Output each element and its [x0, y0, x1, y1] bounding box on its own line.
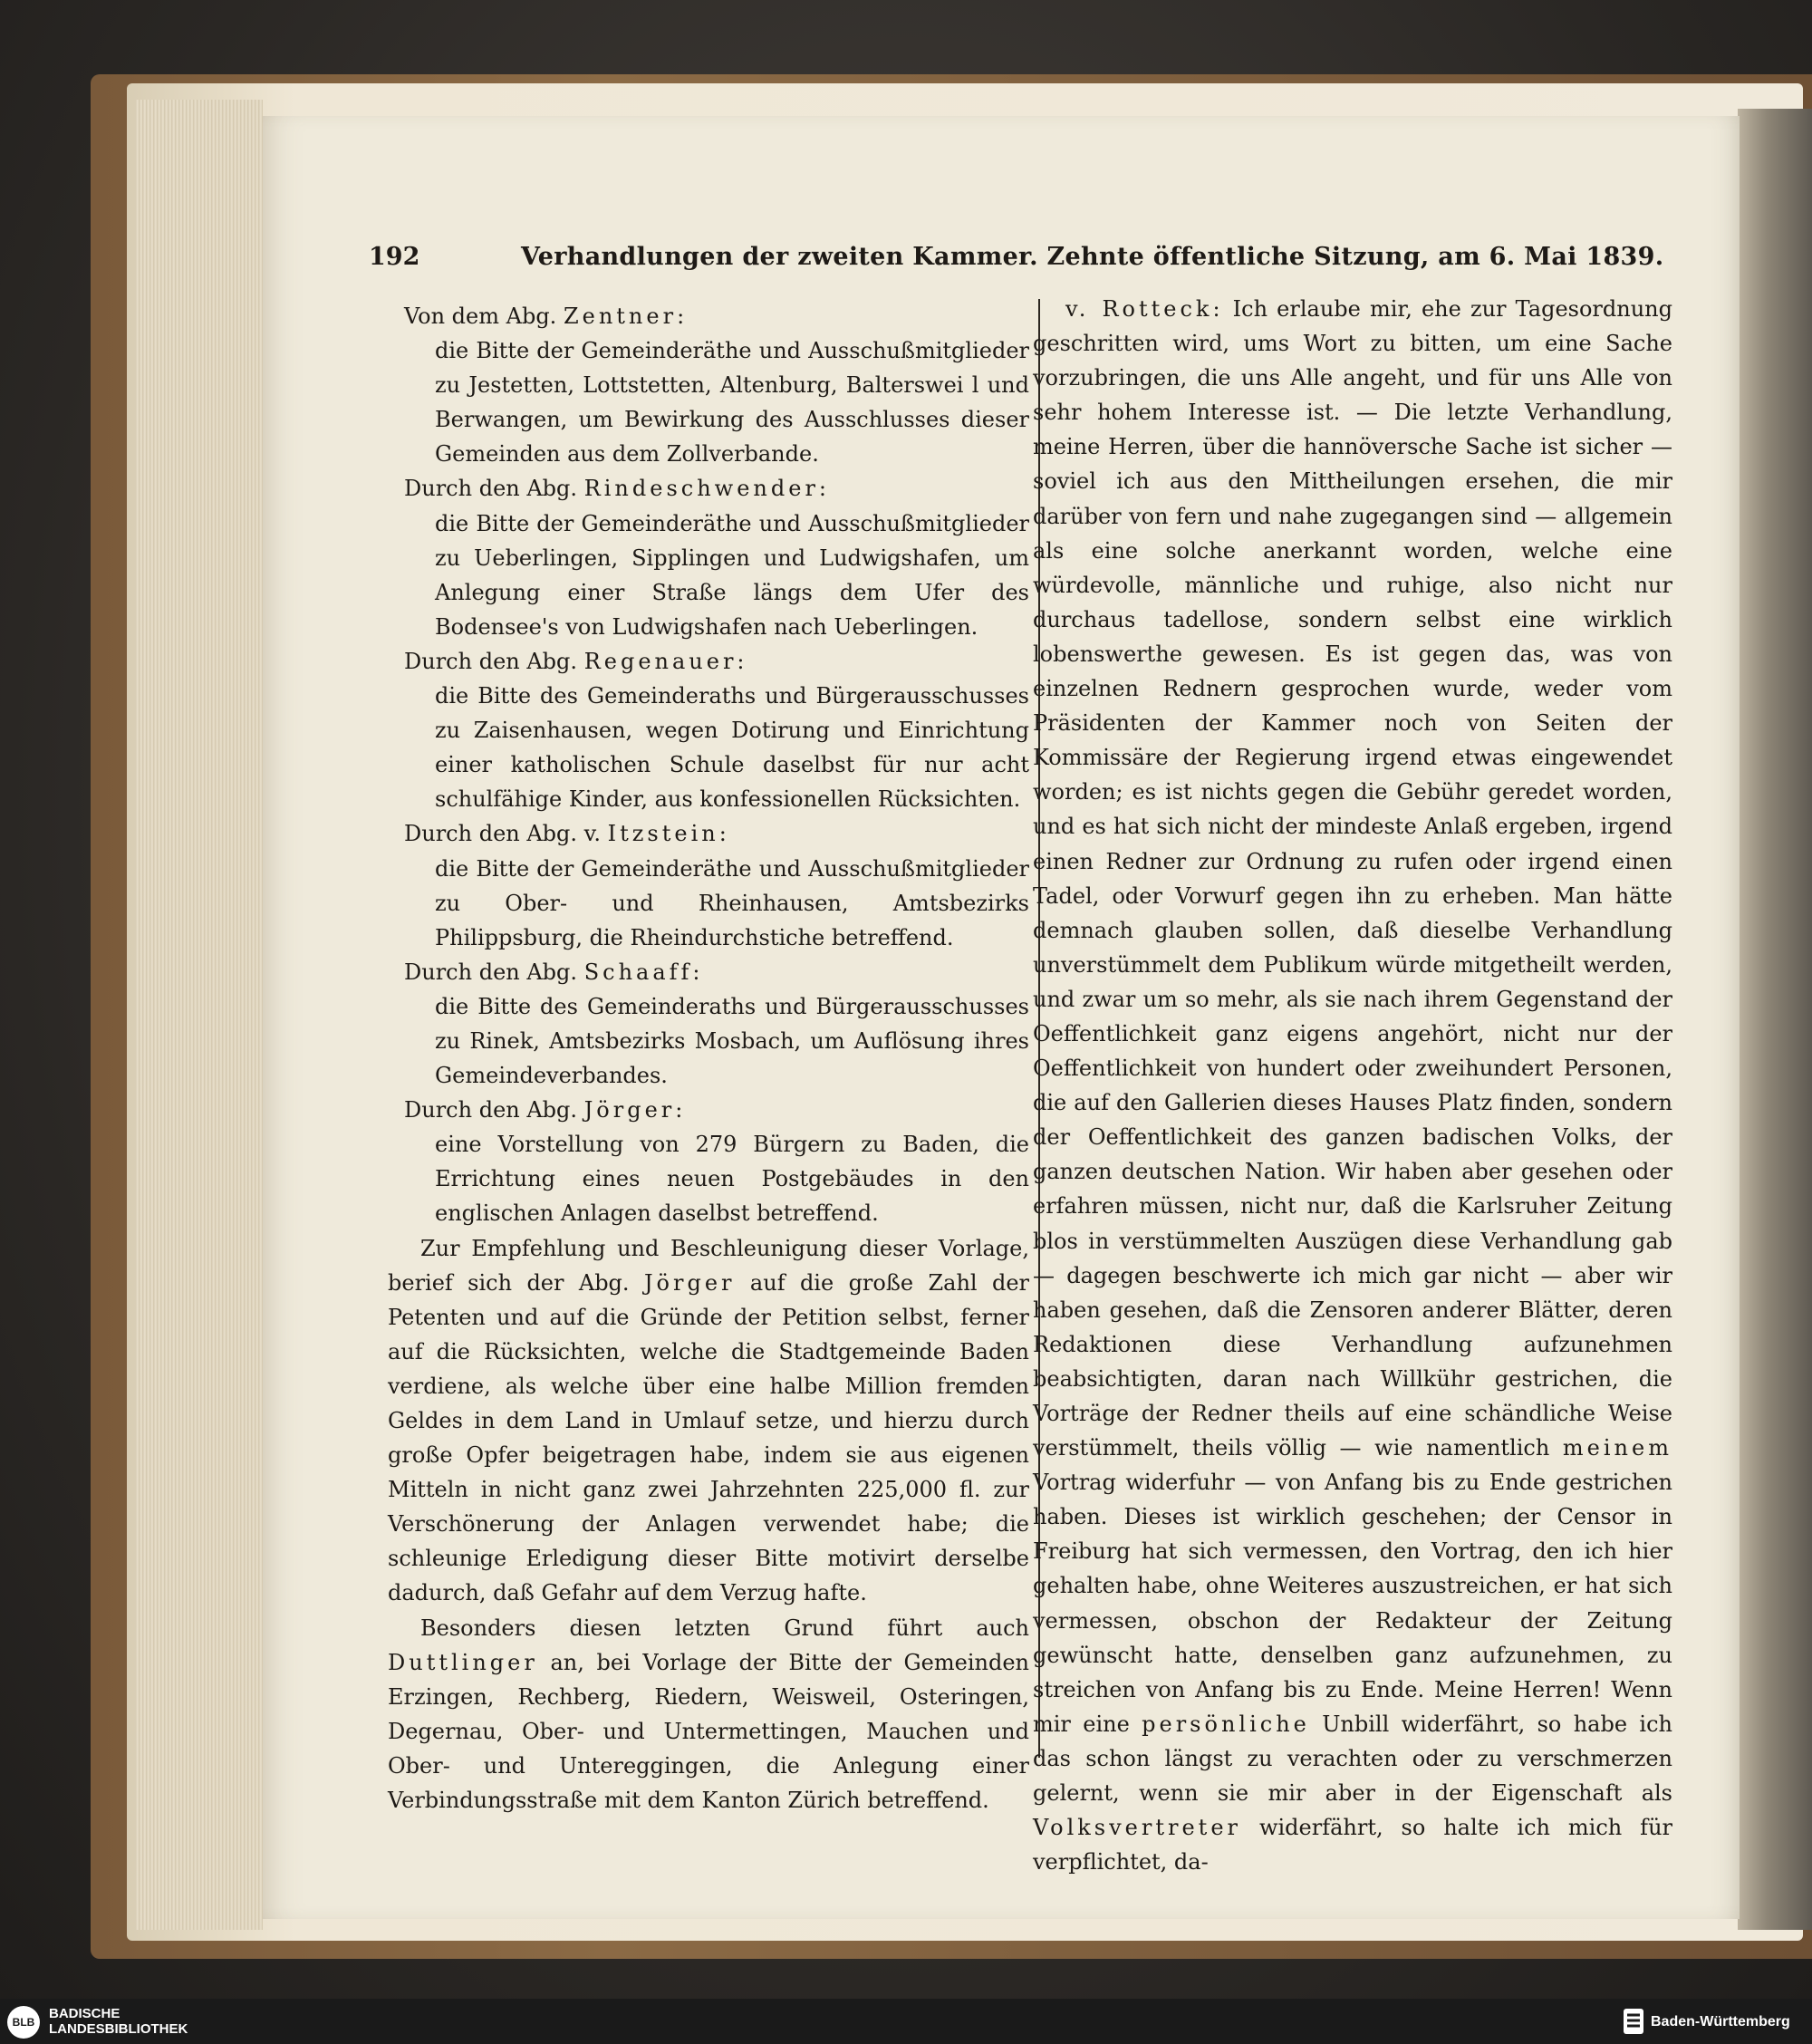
page-edges-right	[1738, 109, 1812, 1930]
entry-head: Durch den Abg. Regenauer:	[404, 648, 748, 674]
emphasis-text: Volksvertreter	[1033, 1815, 1241, 1841]
page-number: 192	[369, 243, 420, 271]
entry-body: die Bitte des Gemeinderaths und Bürgerausschusses zu Zaisenhausen, wegen Dotirung und Einrichtung einer katholischen Schule daselbst für nur acht schulfähige Kinder, aus konfessionellen Rücksichten.	[435, 683, 1029, 813]
emphasis-text: meinem	[1562, 1435, 1672, 1461]
entry-head: Durch den Abg. v. Itzstein:	[404, 821, 730, 847]
deputy-name: Zentner:	[563, 304, 689, 329]
entry-body: eine Vorstellung von 279 Bürgern zu Baden, die Errichtung eines neuen Postgebäudes in den englischen Anlagen daselbst betreffend.	[435, 1132, 1029, 1227]
entry-head: Von dem Abg. Zentner:	[404, 304, 689, 329]
left-column	[388, 299, 1029, 1817]
paragraph-recommendation: Zur Empfehlung und Beschleunigung dieser Vorlage, berief sich der Abg. Jörger auf die große Zahl der Petenten und auf die Gründe der Petition selbst, ferner auf die Rücksichten, welche die Stadtgemeinde Baden verdiene, als welche über eine halbe Million fremden Geldes in dem Land in Umlauf setze, und hierzu durch große Opfer beigetragen habe, indem sie aus eigenen Mitteln in nicht ganz zwei Jahrzehnten 225,000 fl. zur Verschönerung der Anlagen verwendet habe; die schleunige Erledigung dieser Bitte motivirt derselbe dadurch, daß Gefahr auf dem Verzug hafte.	[388, 1235, 1029, 1606]
right-column	[1033, 292, 1672, 1879]
petition-entry	[388, 644, 1029, 816]
lion-emblem-icon	[1622, 2007, 1645, 2036]
state-label[interactable]: Baden-Württemberg	[1651, 2014, 1790, 2030]
entry-head: Durch den Abg. Jörger:	[404, 1097, 687, 1123]
speech-rotteck: v. Rotteck: Ich erlaube mir, ehe zur Tagesordnung geschritten wird, ums Wort zu bitten, um eine Sache vorzubringen, die uns Alle angeht, und für uns Alle von sehr hohem Interesse ist. — Die letzte Verhandlung, meine Herren, über die hannöversche Sache ist sicher — soviel ich aus den Mittheilungen ersehen, die mir darüber von fern und nahe zugegangen sind — allgemein als eine solche anerkannt worden, welche eine würdevolle, männliche und ruhige, also nicht nur durchaus tadellose, sondern selbst eine wirklich lobenswerthe gewesen. Es ist gegen das, was von einzelnen Rednern gesprochen wurde, weder vom Präsidenten der Kammer noch von Seiten der Kommissäre der Regierung irgend etwas eingewendet worden; es ist nichts gegen die Gebühr geredet worden, und es hat sich nicht der mindeste Anlaß ergeben, irgend einen Redner zur Ordnung zu rufen oder irgend einen Tadel, oder Vorwurf gegen ihn zu erheben. Man hätte demnach glauben sollen, daß dieselbe Verhandlung unverstümmelt dem Publikum würde mitgetheilt werden, und zwar um so mehr, als sie nach ihrem Gegenstand der Oeffentlichkeit ganz eigens angehört, nicht nur der Oeffentlichkeit von hundert oder zweihundert Personen, die auf den Gallerien dieses Hauses Platz finden, sondern der Oeffentlichkeit des ganzen badischen Volks, der ganzen deutschen Nation. Wir haben aber gesehen oder erfahren müssen, nicht nur, daß die Karlsruher Zeitung blos in verstümmelten Auszügen diese Verhandlung gab — dagegen beschwerte ich mich gar nicht — aber wir haben gesehen, daß die Zensoren anderer Blätter, deren Redaktionen diese Verhandlung aufzunehmen beabsichtigten, daran nach Willkühr gestrichen, die Vorträge der Redner theils auf eine schändliche Weise verstümmelt, theils völlig — wie namentlich meinem Vortrag widerfuhr — von Anfang bis zu Ende gestrichen haben. Dieses ist wirklich geschehen; der Censor in Freiburg hat sich vermessen, den Vortrag, den ich hier gehalten habe, ohne Weiteres auszustreichen, er hat sich vermessen, obschon der Redakteur der Zeitung gewünscht hatte, denselben ganz aufzunehmen, zu streichen von Anfang bis zu Ende. Meine Herren! Wenn mir eine persönliche Unbill widerfährt, so habe ich das schon längst zu verachten oder zu verschmerzen gelernt, wenn sie mir aber in der Eigenschaft als Volksvertreter widerfährt, so halte ich mich für verpflichtet, da-	[1033, 296, 1672, 1875]
deputy-name: Jörger	[643, 1269, 736, 1296]
deputy-name: Duttlinger	[388, 1649, 538, 1675]
petition-entry	[388, 816, 1029, 954]
blb-logo[interactable]: BLB	[7, 2006, 40, 2039]
running-head	[369, 234, 1664, 279]
paragraph-duttlinger: Besonders diesen letzten Grund führt auch Duttlinger an, bei Vorlage der Bitte der Gemeinden Erzingen, Rechberg, Riedern, Weisweil, Osteringen, Degernau, Ober- und Untermettingen, Mauchen und Ober- und Untereggingen, die Anlegung einer Verbindungsstraße mit dem Kanton Zürich betreffend.	[388, 1615, 1029, 1814]
deputy-name: Schaaff:	[583, 959, 704, 985]
entry-body: die Bitte der Gemeinderäthe und Ausschußmitglieder zu Jestetten, Lottstetten, Altenburg, Balterswei l und Berwangen, um Bewirkung des Ausschlusses dieser Gemeinden aus dem Zollverbande.	[435, 338, 1029, 468]
petition-entry	[388, 299, 1029, 471]
page-title: Verhandlungen der zweiten Kammer. Zehnte öffentliche Sitzung, am 6. Mai 1839.	[521, 243, 1664, 271]
entry-head: Durch den Abg. Rindeschwender:	[404, 476, 830, 502]
entry-body: die Bitte der Gemeinderäthe und Ausschußmitglieder zu Ueberlingen, Sipplingen und Ludwigshafen, um Anlegung einer Straße längs dem Ufer des Bodensee's von Ludwigshafen nach Ueberlingen.	[435, 510, 1029, 640]
entry-head: Durch den Abg. Schaaff:	[404, 959, 704, 985]
page-edges-left	[136, 100, 263, 1930]
petition-entry	[388, 955, 1029, 1093]
footer-bar	[0, 1999, 1812, 2044]
deputy-name: Regenauer:	[583, 648, 748, 674]
deputy-name: Rindeschwender:	[583, 476, 830, 502]
petition-entry	[388, 1093, 1029, 1230]
library-name[interactable]: BADISCHE LANDESBIBLIOTHEK	[49, 2006, 188, 2037]
deputy-name: Jörger:	[583, 1097, 687, 1123]
petition-entry	[388, 471, 1029, 643]
speaker-name: v. Rotteck:	[1065, 296, 1224, 322]
entry-body: die Bitte der Gemeinderäthe und Ausschußmitglieder zu Ober- und Rheinhausen, Amtsbezirks Philippsburg, die Rheindurchstiche betreffend.	[435, 855, 1029, 950]
emphasis-text: persönliche	[1142, 1711, 1310, 1737]
entry-body: die Bitte des Gemeinderaths und Bürgerausschusses zu Rinek, Amtsbezirks Mosbach, um Auflösung ihres Gemeindeverbandes.	[435, 993, 1029, 1089]
deputy-name: Itzstein:	[607, 821, 730, 847]
